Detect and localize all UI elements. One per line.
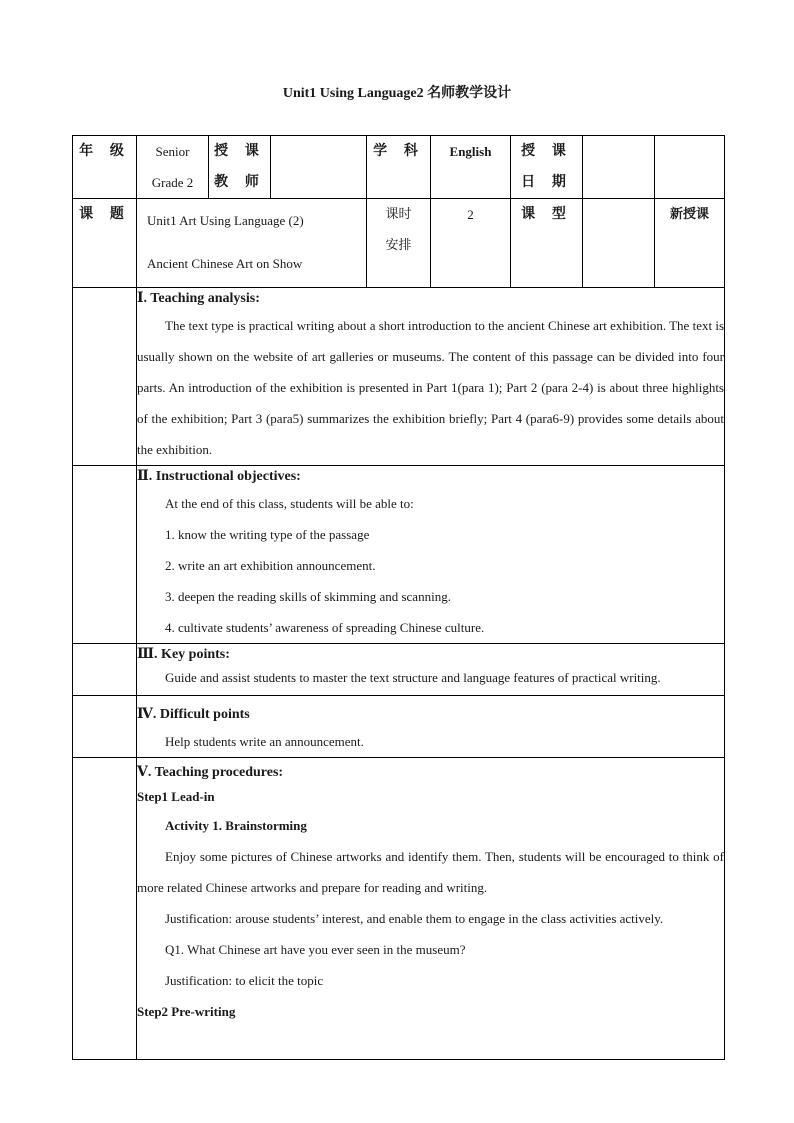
- side-cell: [73, 288, 137, 466]
- difficult-points-row: [73, 696, 725, 758]
- date-label: [511, 136, 583, 199]
- justification-text: Justification: to elicit the topic: [165, 973, 324, 988]
- grade-value: [137, 136, 209, 199]
- hours-label: [367, 199, 431, 288]
- key-points-section: [137, 644, 725, 696]
- analysis-section: [137, 288, 725, 466]
- blank-cell: [583, 199, 655, 288]
- difficult-points-body: Help students write an announcement.: [165, 734, 364, 749]
- date-label-line1: 授 课: [521, 143, 572, 159]
- analysis-row: [73, 288, 725, 466]
- key-points-heading: Ⅲ. Key points:: [137, 647, 230, 662]
- topic-value-line1: Unit1 Art Using Language (2): [147, 213, 304, 228]
- subject-label: 学 科: [367, 136, 431, 199]
- procedure-paragraph: Justification: arouse students’ interest, and enable them to engage in the class activities actively.: [165, 911, 664, 926]
- type-value: 新授课: [655, 199, 725, 288]
- header-row-2: [73, 199, 725, 288]
- analysis-heading: Ⅰ. Teaching analysis:: [137, 291, 260, 306]
- side-cell: [73, 758, 137, 1060]
- objective-item: 3. deepen the reading skills of skimming and scanning.: [165, 589, 451, 604]
- type-label: 课 型: [511, 199, 583, 288]
- side-cell: [73, 466, 137, 644]
- procedures-heading: Ⅴ. Teaching procedures:: [137, 765, 284, 780]
- blank-cell: [655, 136, 725, 199]
- procedures-section: [137, 758, 725, 1060]
- procedures-row: [73, 758, 725, 1060]
- objective-item: 4. cultivate students’ awareness of spreading Chinese culture.: [165, 620, 485, 635]
- header-row-1: [73, 136, 725, 199]
- step2-heading: Step2 Pre-writing: [137, 1004, 236, 1019]
- teacher-label-line2: 教 师: [214, 174, 265, 190]
- side-cell: [73, 696, 137, 758]
- side-cell: [73, 644, 137, 696]
- step1-heading: Step1 Lead-in: [137, 789, 215, 804]
- procedure-paragraph: Enjoy some pictures of Chinese artworks and identify them. Then, students will be encouraged to think of more related Chinese artworks and prepare for reading and writing.: [137, 849, 724, 895]
- teacher-label: [209, 136, 271, 199]
- teacher-label-line1: 授 课: [214, 143, 265, 159]
- analysis-body: The text type is practical writing about a short introduction to the ancient Chinese art exhibition. The text is usually shown on the website of art galleries or museums. The content of this passage can be divided into four parts. An introduction of the exhibition is presented in Part 1(para 1); Part 2 (para 2-4) is about three highlights of the exhibition; Part 3 (para5) summarizes the exhibition briefly; Part 4 (para6-9) provides some details about the exhibition.: [137, 318, 724, 457]
- activity1-heading: Activity 1. Brainstorming: [165, 818, 307, 833]
- grade-value-line1: Senior: [155, 144, 190, 159]
- grade-value-line2: Grade 2: [151, 175, 194, 190]
- subject-value: English: [431, 136, 511, 199]
- difficult-points-heading: Ⅳ. Difficult points: [137, 707, 250, 722]
- objective-item: 2. write an art exhibition announcement.: [165, 558, 376, 573]
- date-label-line2: 日 期: [521, 174, 572, 190]
- date-value: [583, 136, 655, 199]
- teacher-value: [271, 136, 367, 199]
- difficult-points-section: [137, 696, 725, 758]
- hours-label-line2: 安排: [385, 238, 412, 253]
- key-points-body: Guide and assist students to master the text structure and language features of practical writing.: [165, 670, 661, 685]
- key-points-row: [73, 644, 725, 696]
- hours-value: 2: [431, 199, 511, 288]
- topic-label: 课 题: [73, 199, 137, 288]
- objectives-section: [137, 466, 725, 644]
- topic-value: [137, 199, 367, 288]
- grade-label: 年 级: [73, 136, 137, 199]
- document-title: Unit1 Using Language2 名师教学设计: [282, 86, 512, 101]
- objectives-heading: Ⅱ. Instructional objectives:: [137, 469, 301, 484]
- question-item: Q1. What Chinese art have you ever seen in the museum?: [165, 942, 466, 957]
- objectives-row: [73, 466, 725, 644]
- hours-label-line1: 课时: [385, 207, 412, 222]
- objective-item: 1. know the writing type of the passage: [165, 527, 370, 542]
- objectives-intro: At the end of this class, students will be able to:: [165, 496, 414, 511]
- topic-value-line2: Ancient Chinese Art on Show: [147, 256, 303, 271]
- lesson-plan-table: [72, 135, 725, 1060]
